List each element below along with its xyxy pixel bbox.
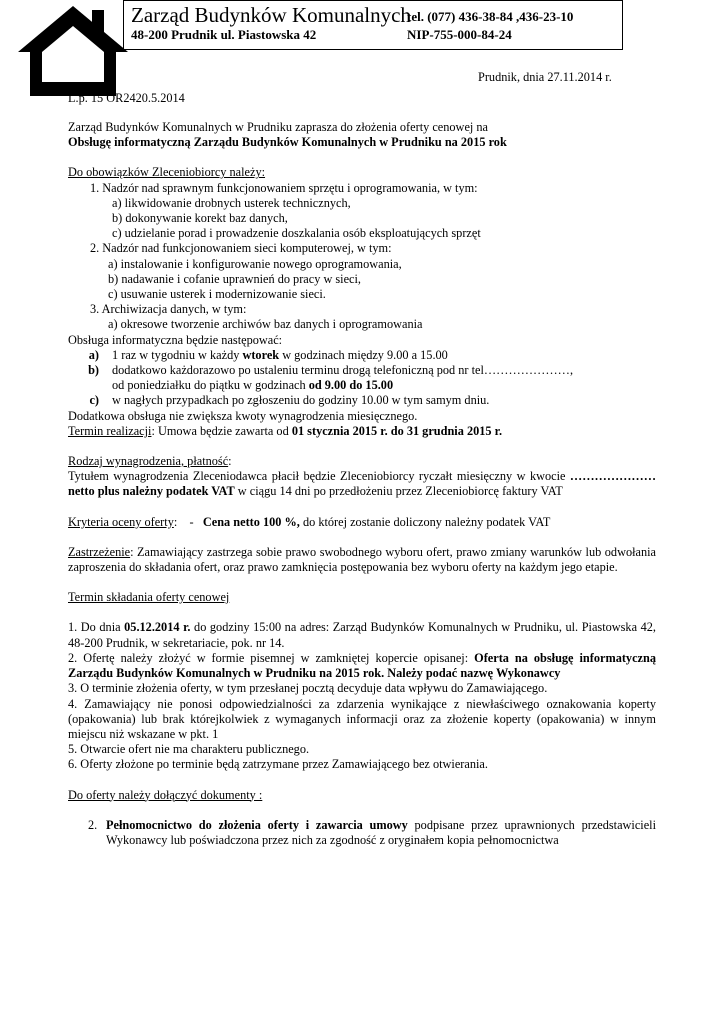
payment-text-1: Tytułem wynagrodzenia Zleceniodawca płacił będzie Zleceniobiorcy ryczałt miesięczny w kwocie [68,469,570,484]
document-date: Prudnik, dnia 27.11.2014 r. [478,70,612,84]
service-text: 1 raz w tygodniu w każdy [112,347,243,362]
reference-number: L.p. 15 OR2420.5.2014 [68,91,185,105]
payment-amount: …………………netto plus należny podatek VAT [68,469,656,499]
documents-item-text: podpisane przez uprawnionych przedstawicieli Wykonawcy lub poświadczona przez nich za zgodność z oryginałem kopia pełnomocnictwa [106,817,656,847]
duty-item-2a: a) instalowanie i konfigurowanie nowego oprogramowania, [108,256,402,271]
submission-heading: Termin składania oferty cenowej [68,590,230,605]
submission-point-3: 3. O terminie złożenia oferty, w tym przesłanej pocztą decyduje data wpływu do Zamawiającego. [68,681,548,696]
submission-point-2 [68,651,656,681]
documents-item-title: Pełnomocnictwo do złożenia oferty i zawarcia umowy [106,817,408,832]
reservation-label: Zastrzeżenie [68,544,131,559]
reservation-paragraph [68,545,656,575]
service-text: od poniedziałku do piątku w godzinach [112,378,309,393]
service-hours: od 9.00 do 15.00 [308,378,394,393]
criteria-label: Kryteria oceny oferty [68,514,174,529]
term-colon: : [151,423,155,438]
submission-text: 1. Do dnia [68,620,125,635]
company-address: 48-200 Prudnik ul. Piastowska 42 [131,27,317,42]
term-label: Termin realizacji [68,423,152,438]
criteria-text: do której zostanie doliczony należny podatek VAT [299,514,551,529]
duty-item-1c: c) udzielanie porad i prowadzenie doszkalania osób eksploatujących sprzęt [112,226,481,241]
payment-text-2: w ciągu 14 dni po przedłożeniu przez Zleceniobiorcę faktury VAT [234,484,563,499]
payment-label: Rodzaj wynagrodzenia, płatność [68,454,229,469]
submission-point-6: 6. Oferty złożone po terminie będą zatrzymane przez Zamawiającego bez otwierania. [68,757,488,772]
company-nip: NIP-755-000-84-24 [407,27,512,42]
service-extra: Dodatkowa obsługa nie zwiększa kwoty wynagrodzenia miesięcznego. [68,408,418,423]
house-logo-icon [16,4,130,96]
submission-point-5: 5. Otwarcie ofert nie ma charakteru publicznego. [68,742,310,757]
service-letter: a) [88,347,99,362]
criteria-sep: : - [173,514,203,529]
service-text: w godzinach między 9.00 a 15.00 [279,347,448,362]
intro-line: Zarząd Budynków Komunalnych w Prudniku zaprasza do złożenia oferty cenowej na [68,120,488,134]
company-phone: tel. (077) 436-38-84 ,436-23-10 [407,9,574,24]
submission-text: 2. Ofertę należy złożyć w formie pisemnej w zamkniętej kopercie opisanej: [68,650,475,665]
service-letter: c) [89,393,99,408]
submission-text: do godziny 15:00 na adres: Zarząd Budynków Komunalnych w Prudniku, ul. Piastowska 42, 48-200 Prudnik, w sekretariacie, pok. nr 14. [68,620,656,650]
submission-deadline: 05.12.2014 r. [124,620,191,635]
service-day: wtorek [242,347,280,362]
duty-item-3a: a) okresowe tworzenie archiwów baz danych i oprogramowania [108,317,423,332]
company-name: Zarząd Budynków Komunalnych [131,3,411,27]
duty-item-2b: b) nadawanie i cofanie uprawnień do pracy w sieci, [108,271,362,286]
payment-colon: : [228,454,232,469]
term-dates: 01 stycznia 2015 r. do 31 grudnia 2015 r. [291,423,503,438]
duties-heading: Do obowiązków Zleceniobiorcy należy: [68,165,266,180]
intro-subject: Obsługę informatyczną Zarządu Budynków Komunalnych w Prudniku na 2015 rok [68,135,507,150]
duty-item-1: 1. Nadzór nad sprawnym funkcjonowaniem sprzętu i oprogramowania, w tym: [90,180,478,195]
documents-heading: Do oferty należy dołączyć dokumenty : [68,787,263,802]
criteria-price: Cena netto 100 %, [202,514,300,529]
submission-point-1 [68,620,656,650]
duty-item-1a: a) likwidowanie drobnych usterek technicznych, [112,195,351,210]
duty-item-3: 3. Archiwizacja danych, w tym: [90,302,247,317]
payment-heading [68,454,656,469]
duty-item-1b: b) dokonywanie korekt baz danych, [112,211,288,226]
documents-item-number: 2. [88,817,98,832]
service-item-c [68,393,656,408]
documents-item [68,818,656,848]
payment-text [68,469,656,499]
envelope-label: Oferta na obsługę informatyczną Zarządu Budynków Komunalnych w Prudniku na 2015 rok. Należy podać nazwę Wykonawcy [68,650,656,681]
term-line [68,424,656,439]
service-letter: b) [88,363,99,378]
duty-item-2c: c) usuwanie usterek i modernizowanie sieci. [108,287,326,302]
document-body [68,120,656,848]
criteria-line [68,515,656,530]
service-heading: Obsługa informatyczna będzie następować: [68,332,283,347]
duty-item-2: 2. Nadzór nad funkcjonowaniem sieci komputerowej, w tym: [90,241,392,256]
submission-point-4: 4. Zamawiający nie ponosi odpowiedzialności za zdarzenia wynikające z niewłaściwego oznakowania koperty (opakowania) lub brak którejkolwiek z wymaganych informacji oraz za złożenie koperty (opakowania) w innym miejscu niż wskazane w pkt. 1 [68,696,656,741]
service-text: w nagłych przypadkach po zgłoszeniu do godziny 10.00 w tym samym dniu. [112,393,490,408]
service-item-a [68,348,656,363]
service-text: dodatkowo każdorazowo po ustaleniu terminu drogą telefoniczną pod nr tel…………………, [112,363,574,378]
reservation-text: : Zamawiający zastrzega sobie prawo swobodnego wyboru ofert, prawo zmiany warunków lub odwołania zaproszenia do składania ofert, oraz prawo zamknięcia postępowania bez wyboru oferty na każdym jego etapie. [68,544,656,575]
service-item-b [68,363,656,393]
term-text: Umowa będzie zawarta od [154,423,292,438]
